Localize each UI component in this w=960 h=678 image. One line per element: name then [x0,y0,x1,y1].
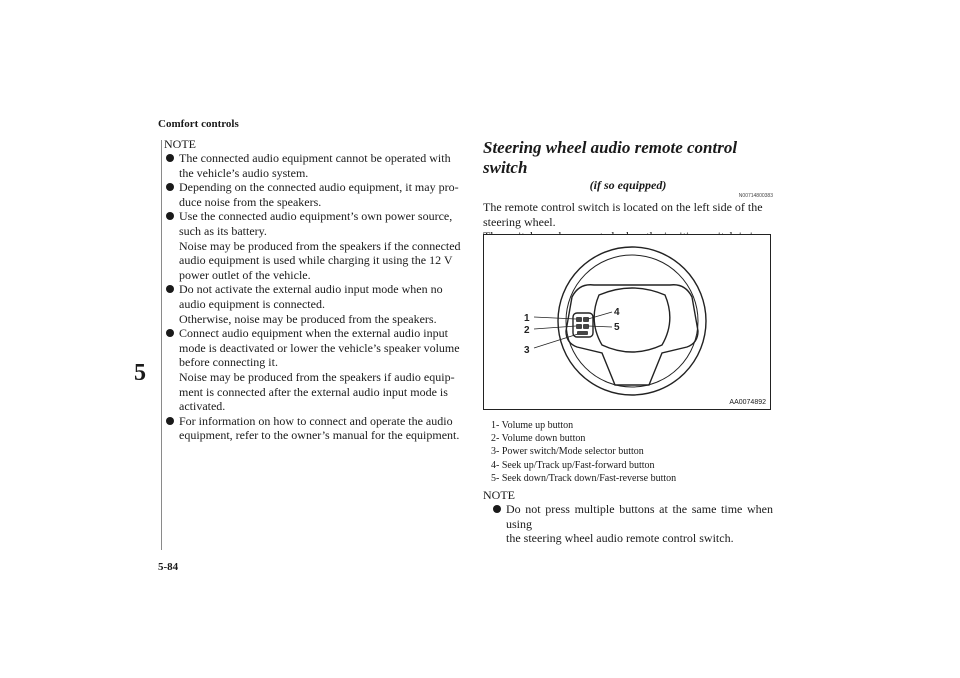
bullet-icon [166,417,174,425]
reference-code: N00714800383 [738,193,773,199]
callout-line-5 [588,326,612,327]
volume-up-icon [576,317,582,322]
steering-wheel-hub [594,288,670,352]
note-item: Depending on the connected audio equipment, it may pro- duce noise from the speakers. [164,180,462,209]
bullet-icon [166,154,174,162]
legend-item: 1- Volume up button [491,420,574,431]
callout-line-1 [534,317,576,319]
note-item: Do not press multiple buttons at the same time when using the steering wheel audio remote control switch. [491,502,773,546]
note-item: The connected audio equipment cannot be operated with the vehicle’s audio system. [164,151,462,180]
bullet-icon [166,183,174,191]
running-header: Comfort controls [158,118,239,130]
callout-label-4: 4 [614,307,620,318]
callout-line-2 [534,326,576,329]
chapter-divider [161,140,162,550]
note-list [491,502,773,546]
callout-label-5: 5 [614,322,620,333]
seek-up-icon [583,317,589,322]
figure-code: AA0074892 [729,399,766,406]
figure-legend [491,419,776,485]
volume-down-icon [576,324,582,329]
chapter-tab: 5 [134,360,146,386]
callout-label-2: 2 [524,325,530,336]
bullet-icon [166,212,174,220]
note-item: Do not activate the external audio input mode when no audio equipment is connected. Otherwise, noise may be produced from the speakers. [164,282,462,326]
bullet-icon [166,285,174,293]
left-note [164,137,462,443]
section-title: Steering wheel audio remote control switch [483,138,738,177]
callout-line-4 [588,312,612,319]
legend-item: 3- Power switch/Mode selector button [491,446,644,458]
seek-down-icon [583,324,589,329]
note-list [164,151,462,443]
section-subtitle: (if so equipped) [589,178,667,192]
note-item: Use the connected audio equipment’s own power source, such as its battery. Noise may be produced from the speakers if the connected audio equipment is used while charging it using the 12 V power outlet of the vehicle. [164,209,462,282]
legend-item: 5- Seek down/Track down/Fast-reverse button [491,472,677,484]
steering-wheel-figure [483,234,771,410]
note-label: NOTE [483,488,515,502]
note-item: Connect audio equipment when the external audio input mode is deactivated or lower the vehicle’s speaker volume before connecting it. Noise may be produced from the speakers if audio equip- ment is connected after the external audio input mode is activated. [164,326,462,414]
power-mode-icon [577,331,588,335]
legend-item: 2- Volume down button [491,433,586,445]
callout-label-1: 1 [524,313,530,324]
legend-item: 4- Seek up/Track up/Fast-forward button [491,459,655,471]
callout-label-3: 3 [524,345,530,356]
right-note [483,488,773,546]
note-label: NOTE [164,137,196,151]
page-number: 5-84 [158,561,179,573]
body-paragraph: The remote control switch is located on the left side of the steering wheel. [483,200,763,229]
bullet-icon [166,329,174,337]
steering-wheel-illustration [484,235,770,409]
note-item: For information on how to connect and operate the audio equipment, refer to the owner’s manual for the equipment. [164,414,462,443]
bullet-icon [493,505,501,513]
